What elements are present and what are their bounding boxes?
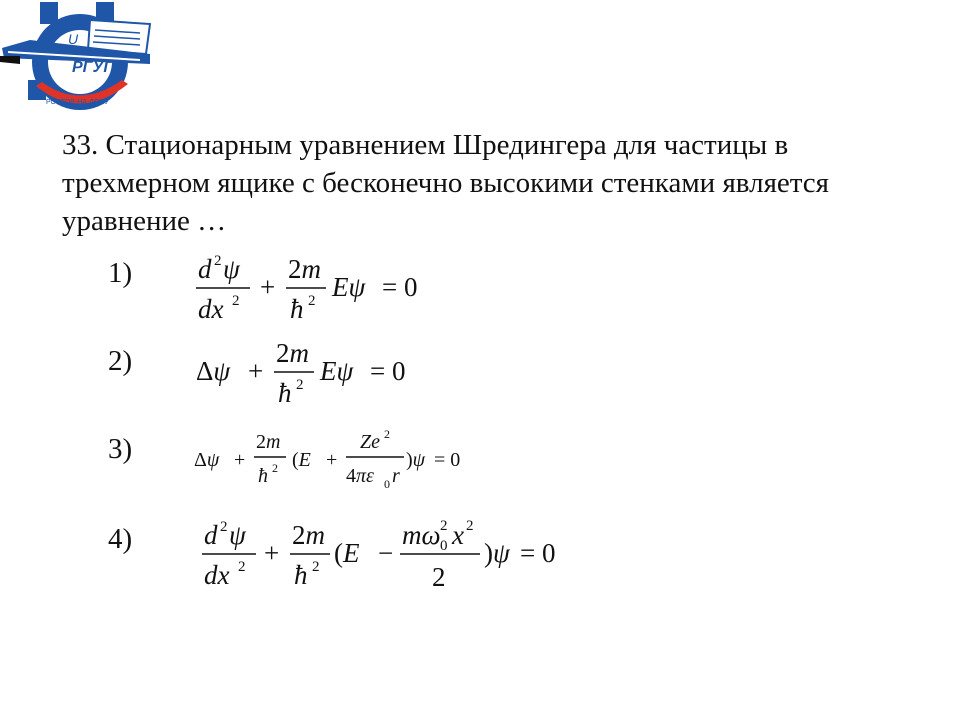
svg-text:Eψ: Eψ (320, 356, 354, 386)
svg-text:= 0: = 0 (434, 449, 461, 471)
option-4-label: 4) (108, 523, 133, 555)
svg-text:ħ: ħ (290, 294, 304, 324)
svg-text:= 0: = 0 (382, 272, 418, 302)
svg-text:= 0: = 0 (520, 538, 556, 568)
question-text: 33. Стационарным уравнением Шредингера для частицы в трехмерном ящике с бесконечно высокими стенками является уравнение … (62, 129, 830, 237)
svg-text:ħ: ħ (258, 465, 268, 487)
svg-text:2: 2 (384, 427, 390, 441)
svg-text:d: d (204, 520, 218, 550)
svg-text:)ψ: )ψ (406, 449, 426, 471)
svg-text:2: 2 (238, 559, 246, 575)
svg-text:+: + (248, 356, 264, 386)
svg-text:2: 2 (220, 519, 228, 535)
svg-text:ħ: ħ (278, 378, 292, 408)
svg-text:2: 2 (296, 377, 304, 393)
svg-text:2: 2 (214, 253, 222, 269)
svg-text:)ψ: )ψ (484, 538, 510, 568)
university-logo (0, 0, 170, 120)
svg-text:2: 2 (440, 518, 448, 534)
svg-text:Eψ: Eψ (332, 272, 366, 302)
svg-text:2: 2 (272, 461, 278, 475)
svg-text:d: d (198, 254, 212, 284)
logo-letter: U (68, 31, 79, 47)
logo-city: РОСТОВ-НА-ДОНУ (46, 99, 109, 106)
svg-text:2: 2 (232, 293, 240, 309)
svg-text:0: 0 (384, 477, 390, 491)
svg-text:−: − (378, 538, 394, 568)
svg-text:+: + (326, 449, 338, 471)
svg-text:ψ: ψ (223, 254, 240, 284)
svg-text:dx: dx (204, 560, 230, 590)
svg-text:2m: 2m (256, 431, 281, 453)
svg-text:2: 2 (466, 518, 474, 534)
svg-text:ħ: ħ (294, 560, 308, 590)
svg-text:mω: mω (402, 520, 441, 550)
svg-text:+: + (260, 272, 276, 302)
svg-text:ψ: ψ (229, 520, 246, 550)
svg-text:Δψ: Δψ (194, 449, 220, 471)
svg-text:(E: (E (334, 538, 360, 568)
option-1-label: 1) (108, 257, 133, 289)
svg-text:dx: dx (198, 294, 224, 324)
svg-text:2m: 2m (288, 254, 321, 284)
formula-4 (190, 512, 580, 596)
svg-text:2: 2 (312, 559, 320, 575)
svg-text:0: 0 (440, 538, 448, 554)
formula-2 (190, 336, 430, 416)
svg-text:2: 2 (308, 293, 316, 309)
svg-text:2: 2 (432, 562, 446, 592)
formula-1 (190, 248, 450, 328)
logo-name: РГУПС (72, 59, 127, 76)
svg-text:Δψ: Δψ (196, 356, 231, 386)
svg-text:= 0: = 0 (370, 356, 406, 386)
option-2-label: 2) (108, 345, 133, 377)
formula-3 (190, 424, 490, 494)
option-3-label: 3) (108, 433, 133, 465)
svg-text:+: + (264, 538, 280, 568)
svg-text:2m: 2m (292, 520, 325, 550)
svg-text:r: r (392, 465, 400, 487)
svg-text:+: + (234, 449, 246, 471)
svg-text:4πε: 4πε (346, 465, 374, 487)
svg-text:2m: 2m (276, 338, 309, 368)
svg-text:x: x (452, 520, 464, 550)
svg-text:Ze: Ze (360, 431, 380, 453)
svg-text:(E: (E (292, 449, 311, 471)
